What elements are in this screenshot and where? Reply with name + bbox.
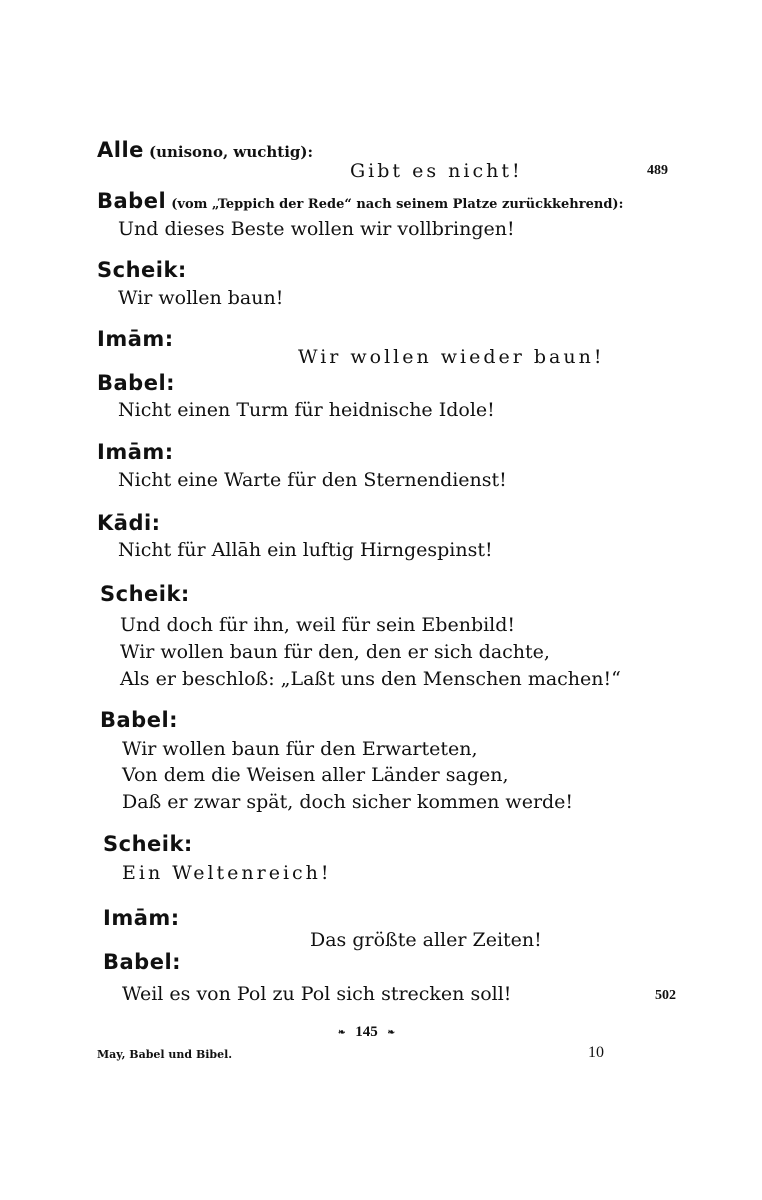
verse-line: Wir wollen baun für den Erwarteten, — [122, 738, 478, 760]
verse-line: Als er beschloß: „Laßt uns den Menschen machen!“ — [120, 668, 621, 690]
line-number: 489 — [647, 163, 668, 178]
speaker-name: Alle — [97, 138, 144, 162]
speech-heading — [97, 138, 313, 162]
page-number-line — [338, 1024, 395, 1041]
verse-line: Wir wollen baun für den, den er sich dachte, — [120, 641, 550, 663]
speaker-name: Imām: — [103, 906, 180, 930]
speaker-name: Imām: — [97, 440, 174, 464]
speaker-name: Babel: — [100, 708, 179, 732]
verse-line: Wir wollen baun! — [118, 287, 284, 309]
verse-line: Von dem die Weisen aller Länder sagen, — [122, 764, 509, 786]
speaker-name: Imām: — [97, 327, 174, 351]
verse-line: Weil es von Pol zu Pol sich strecken soll! — [122, 983, 512, 1005]
ornament-icon: ❧ — [387, 1027, 396, 1038]
speaker-name: Babel: — [97, 371, 176, 395]
verse-line: Nicht einen Turm für heidnische Idole! — [118, 399, 495, 421]
verse-line: Daß er zwar spät, doch sicher kommen werde! — [122, 791, 574, 813]
speaker-name: Babel: — [103, 950, 182, 974]
verse-line: Ein Weltenreich! — [122, 862, 332, 884]
verse-line: Das größte aller Zeiten! — [310, 929, 542, 951]
verse-line: Wir wollen wieder baun! — [298, 346, 605, 368]
page-number: 145 — [355, 1024, 378, 1040]
ornament-icon: ❧ — [338, 1027, 346, 1038]
speaker-name: Scheik: — [100, 582, 190, 606]
verse-line: Und dieses Beste wollen wir vollbringen! — [118, 218, 515, 240]
stage-direction: (vom „Teppich der Rede“ nach seinem Platze zurückkehrend): — [171, 197, 624, 212]
line-number: 502 — [655, 988, 676, 1003]
speaker-name: Scheik: — [97, 258, 187, 282]
speaker-name: Kādi: — [97, 511, 161, 535]
verse-line: Und doch für ihn, weil für sein Ebenbild! — [120, 614, 516, 636]
signature-number: 10 — [588, 1044, 604, 1061]
speaker-name: Babel — [97, 189, 167, 213]
speaker-name: Scheik: — [103, 832, 193, 856]
printer-signature: May, Babel und Bibel. — [97, 1048, 233, 1061]
stage-direction: (unisono, wuchtig): — [149, 143, 314, 161]
verse-line: Nicht für Allāh ein luftig Hirngespinst! — [118, 539, 493, 561]
speech-heading — [97, 189, 623, 213]
verse-line: Gibt es nicht! — [350, 160, 523, 182]
verse-line: Nicht eine Warte für den Sternendienst! — [118, 469, 507, 491]
